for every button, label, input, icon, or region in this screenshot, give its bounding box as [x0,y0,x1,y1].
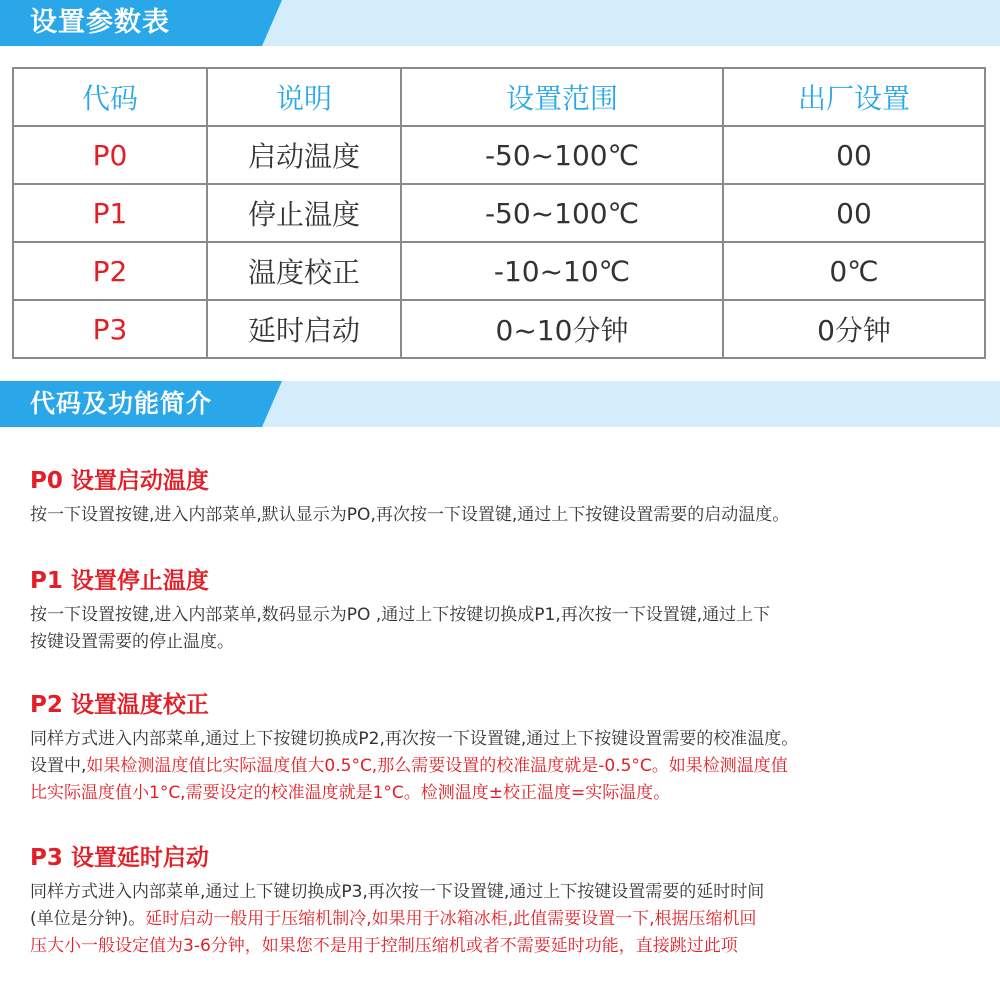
section-header-parameters [0,0,1000,46]
cell-factory-setting: 0℃ [723,242,985,300]
column-header-factory-setting: 出厂设置 [723,68,985,126]
cell-factory-setting: 0分钟 [723,300,985,358]
section-title: 设置参数表 [0,0,262,46]
description-text [30,502,980,529]
cell-factory-setting: 00 [723,184,985,242]
description-body: 同样方式进入内部菜单,通过上下键切换成P3,再次按一下设置键,通过上下按键设置需要的延时时间 (单位是分钟)。 [30,882,765,929]
table-row [13,126,985,184]
column-header-description: 说明 [207,68,401,126]
cell-range: -50~100℃ [401,184,723,242]
table-row [13,300,985,358]
cell-code: P0 [13,126,207,184]
cell-description: 启动温度 [207,126,401,184]
cell-range: -50~100℃ [401,126,723,184]
description-p2 [30,690,980,807]
table-header-row [13,68,985,126]
column-header-range: 设置范围 [401,68,723,126]
description-title: P1 设置停止温度 [30,568,209,594]
description-note: 如果检测温度值比实际温度值大0.5°C,那么需要设置的校准温度就是-0.5°C。如果检测温度值 比实际温度值小1°C,需要设定的校准温度就是1°C。检测温度±校正温度=实际温度。 [30,756,788,803]
description-text [30,602,980,656]
column-header-code: 代码 [13,68,207,126]
description-title: P2 设置温度校正 [30,692,209,718]
section-header-functions [0,381,1000,427]
cell-description: 延时启动 [207,300,401,358]
cell-code: P3 [13,300,207,358]
cell-range: 0~10分钟 [401,300,723,358]
description-body: 按一下设置按键,进入内部菜单,默认显示为PO,再次按一下设置键,通过上下按键设置需要的启动温度。 [30,505,790,525]
cell-range: -10~10℃ [401,242,723,300]
cell-code: P2 [13,242,207,300]
table-row [13,184,985,242]
cell-description: 停止温度 [207,184,401,242]
description-text [30,879,980,960]
cell-description: 温度校正 [207,242,401,300]
description-body: 同样方式进入内部菜单,通过上下按键切换成P2,再次按一下设置键,通过上下按键设置需要的校准温度。 设置中, [30,729,799,776]
description-title: P3 设置延时启动 [30,845,209,871]
description-text [30,726,980,807]
cell-factory-setting: 00 [723,126,985,184]
description-title: P0 设置启动温度 [30,468,209,494]
parameter-table [12,67,986,359]
description-body: 按一下设置按键,进入内部菜单,数码显示为PO ,通过上下按键切换成P1,再次按一下设置键,通过上下 按键设置需要的停止温度。 [30,605,771,652]
table-row [13,242,985,300]
description-p1 [30,566,980,656]
description-p3 [30,843,980,960]
description-note: 延时启动一般用于压缩机制冷,如果用于冰箱冰柜,此值需要设置一下,根据压缩机回 压大小一般设定值为3-6分钟，如果您不是用于控制压缩机或者不需要延时功能，直接跳过此项 [30,909,757,956]
section-title: 代码及功能简介 [0,381,262,427]
description-p0 [30,466,980,529]
cell-code: P1 [13,184,207,242]
